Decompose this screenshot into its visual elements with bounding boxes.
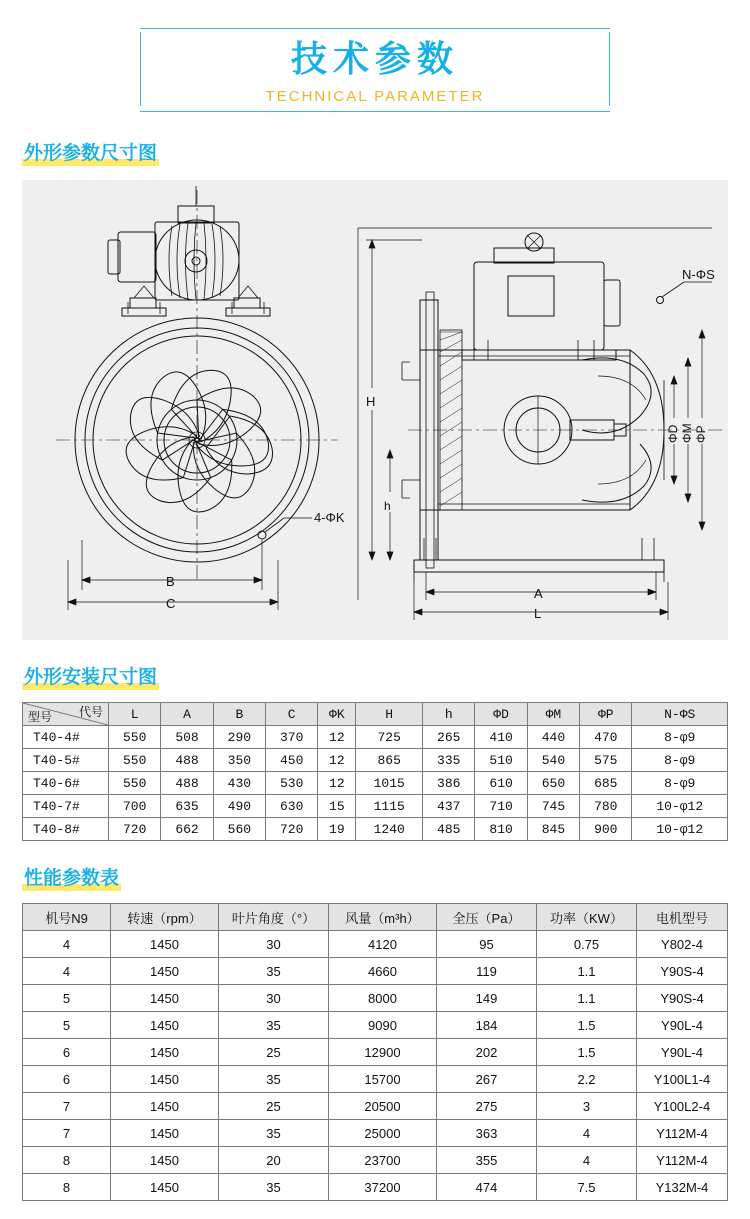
cell-value: 550 [109,726,161,749]
cell-value: 470 [580,726,632,749]
cell-value: 267 [437,1066,537,1093]
cell-value: 35 [219,958,329,985]
cell-value: 12 [318,772,356,795]
cell-value: 510 [475,749,527,772]
cell-value: 355 [437,1147,537,1174]
cell-value: 2.2 [537,1066,637,1093]
cell-value: 560 [213,818,265,841]
cell-value: 685 [580,772,632,795]
cell-value: 95 [437,931,537,958]
cell-value: 35 [219,1120,329,1147]
cell-value: 4 [23,931,111,958]
col-header-b: B [213,703,265,726]
cell-value: 35 [219,1012,329,1039]
page-subtitle: TECHNICAL PARAMETER [256,86,495,108]
label-phi-m: ΦM [680,423,694,443]
install-dimension-table [22,702,728,841]
cell-value: 4 [537,1120,637,1147]
cell-value: 1.1 [537,985,637,1012]
cell-value: 1450 [111,1174,219,1201]
cell-value: 37200 [329,1174,437,1201]
cell-value: 437 [423,795,475,818]
table-row [23,1147,728,1174]
label-n-phi-s: N-ΦS [682,267,715,282]
cell-value: 8 [23,1174,111,1201]
cell-value: 15 [318,795,356,818]
table-row [23,1174,728,1201]
cell-value: 7 [23,1093,111,1120]
page-header [0,0,750,116]
col-header-phip: ΦP [580,703,632,726]
label-l: L [534,606,542,621]
cell-value: 8-φ9 [632,772,728,795]
cell-value: 7 [23,1120,111,1147]
cell-value: 4120 [329,931,437,958]
cell-value: 202 [437,1039,537,1066]
cell-value: 485 [423,818,475,841]
cell-value: 119 [437,958,537,985]
cell-value: 530 [266,772,318,795]
table-row [23,958,728,985]
cell-value: 4660 [329,958,437,985]
cell-value: 1.1 [537,958,637,985]
col-header-l: L [109,703,161,726]
cell-value: 25 [219,1093,329,1120]
col-header-phim: ΦM [527,703,579,726]
corner-row-label: 型号 [28,710,53,724]
cell-value: 1015 [356,772,423,795]
section-title-performance: 性能参数表 [22,863,121,891]
label-a: A [534,586,543,601]
cell-value: 430 [213,772,265,795]
cell-value: 335 [423,749,475,772]
cell-model: T40-4# [23,726,109,749]
cell-value: 25000 [329,1120,437,1147]
col-header-phik: ΦK [318,703,356,726]
label-h-small: h [384,499,391,513]
cell-value: 662 [161,818,213,841]
cell-value: 1240 [356,818,423,841]
cell-value: 25 [219,1039,329,1066]
table-corner-cell [23,703,109,726]
cell-value: Y90L-4 [637,1039,728,1066]
performance-parameter-table [22,903,728,1201]
cell-value: 19 [318,818,356,841]
cell-value: 490 [213,795,265,818]
cell-value: 149 [437,985,537,1012]
cell-value: 265 [423,726,475,749]
col-header-nphis: N-ΦS [632,703,728,726]
cell-value: 30 [219,931,329,958]
cell-value: 845 [527,818,579,841]
table-row [23,1039,728,1066]
table-row [23,1066,728,1093]
cell-value: 35 [219,1174,329,1201]
cell-value: 386 [423,772,475,795]
cell-value: 363 [437,1120,537,1147]
table-row [23,931,728,958]
label-phi-p: ΦP [694,425,708,443]
cell-value: 610 [475,772,527,795]
cell-value: 575 [580,749,632,772]
cell-value: 700 [109,795,161,818]
cell-value: 20 [219,1147,329,1174]
cell-value: 450 [266,749,318,772]
col-header-a: A [161,703,213,726]
cell-value: 350 [213,749,265,772]
cell-value: 7.5 [537,1174,637,1201]
cell-value: 900 [580,818,632,841]
cell-value: 15700 [329,1066,437,1093]
cell-value: 8 [23,1147,111,1174]
cell-value: 710 [475,795,527,818]
cell-value: Y112M-4 [637,1120,728,1147]
fan-technical-drawing-svg [22,180,728,640]
table-row [23,772,728,795]
cell-value: 488 [161,772,213,795]
cell-value: 635 [161,795,213,818]
table-row [23,795,728,818]
cell-value: 1450 [111,958,219,985]
cell-value: 10-φ12 [632,818,728,841]
cell-value: 9090 [329,1012,437,1039]
cell-value: 1450 [111,1066,219,1093]
label-phi-d: ΦD [666,424,680,443]
table-row [23,985,728,1012]
cell-value: Y132M-4 [637,1174,728,1201]
table-row [23,1093,728,1120]
col-header-speed: 转速（rpm） [111,904,219,931]
table-header-row [23,904,728,931]
cell-model: T40-6# [23,772,109,795]
cell-value: Y112M-4 [637,1147,728,1174]
col-header-blade-angle: 叶片角度（°） [219,904,329,931]
cell-model: T40-7# [23,795,109,818]
col-header-model-no: 机号N9 [23,904,111,931]
cell-value: 550 [109,749,161,772]
cell-value: 4 [537,1147,637,1174]
cell-value: 8000 [329,985,437,1012]
outline-dimension-drawing [22,180,728,640]
col-header-power: 功率（KW） [537,904,637,931]
install-dimension-section [0,640,750,700]
header-frame [140,26,610,116]
cell-value: 10-φ12 [632,795,728,818]
cell-value: 1450 [111,1147,219,1174]
table-header-row [23,703,728,726]
cell-value: 23700 [329,1147,437,1174]
cell-value: 745 [527,795,579,818]
cell-value: 3 [537,1093,637,1120]
cell-value: 8-φ9 [632,749,728,772]
cell-model: T40-5# [23,749,109,772]
label-b: B [166,574,175,589]
table-row [23,726,728,749]
cell-value: 540 [527,749,579,772]
cell-value: 12900 [329,1039,437,1066]
cell-value: 650 [527,772,579,795]
cell-value: 1.5 [537,1012,637,1039]
cell-value: 5 [23,1012,111,1039]
col-header-airflow: 风量（m³h） [329,904,437,931]
cell-value: 410 [475,726,527,749]
table-row [23,818,728,841]
col-header-phid: ΦD [475,703,527,726]
cell-value: 630 [266,795,318,818]
cell-value: 810 [475,818,527,841]
cell-value: 275 [437,1093,537,1120]
bottom-spacer [0,1201,750,1219]
cell-value: 0.75 [537,931,637,958]
cell-value: 720 [266,818,318,841]
cell-value: Y100L1-4 [637,1066,728,1093]
cell-model: T40-8# [23,818,109,841]
cell-value: 1450 [111,1093,219,1120]
cell-value: Y90S-4 [637,958,728,985]
cell-value: 6 [23,1066,111,1093]
cell-value: 1450 [111,1039,219,1066]
cell-value: 35 [219,1066,329,1093]
label-c: C [166,596,176,611]
label-4-phi-k: 4-ΦK [314,510,345,525]
cell-value: 440 [527,726,579,749]
cell-value: 1.5 [537,1039,637,1066]
col-header-motor-model: 电机型号 [637,904,728,931]
cell-value: 488 [161,749,213,772]
cell-value: 1450 [111,985,219,1012]
table-row [23,1012,728,1039]
cell-value: 6 [23,1039,111,1066]
table-row [23,1120,728,1147]
col-header-h-small: h [423,703,475,726]
cell-value: Y100L2-4 [637,1093,728,1120]
corner-col-label: 代号 [78,705,103,719]
performance-section [0,841,750,901]
cell-value: 865 [356,749,423,772]
section-title-outline: 外形参数尺寸图 [22,138,159,166]
cell-value: 550 [109,772,161,795]
cell-value: Y90S-4 [637,985,728,1012]
cell-value: 725 [356,726,423,749]
cell-value: 1450 [111,931,219,958]
cell-value: 780 [580,795,632,818]
label-h-big: H [366,394,376,409]
section-title-install: 外形安装尺寸图 [22,662,159,690]
table-row [23,749,728,772]
cell-value: 184 [437,1012,537,1039]
cell-value: 370 [266,726,318,749]
col-header-h: H [356,703,423,726]
cell-value: 12 [318,726,356,749]
cell-value: 1450 [111,1120,219,1147]
col-header-pressure: 全压（Pa） [437,904,537,931]
cell-value: Y802-4 [637,931,728,958]
cell-value: 508 [161,726,213,749]
cell-value: 8-φ9 [632,726,728,749]
cell-value: 20500 [329,1093,437,1120]
cell-value: 290 [213,726,265,749]
cell-value: Y90L-4 [637,1012,728,1039]
header-box [140,32,610,106]
cell-value: 12 [318,749,356,772]
cell-value: 1115 [356,795,423,818]
col-header-c: C [266,703,318,726]
outline-drawing-section [0,116,750,176]
page-title: 技术参数 [290,38,459,79]
cell-value: 1450 [111,1012,219,1039]
cell-value: 474 [437,1174,537,1201]
cell-value: 720 [109,818,161,841]
cell-value: 5 [23,985,111,1012]
cell-value: 30 [219,985,329,1012]
cell-value: 4 [23,958,111,985]
